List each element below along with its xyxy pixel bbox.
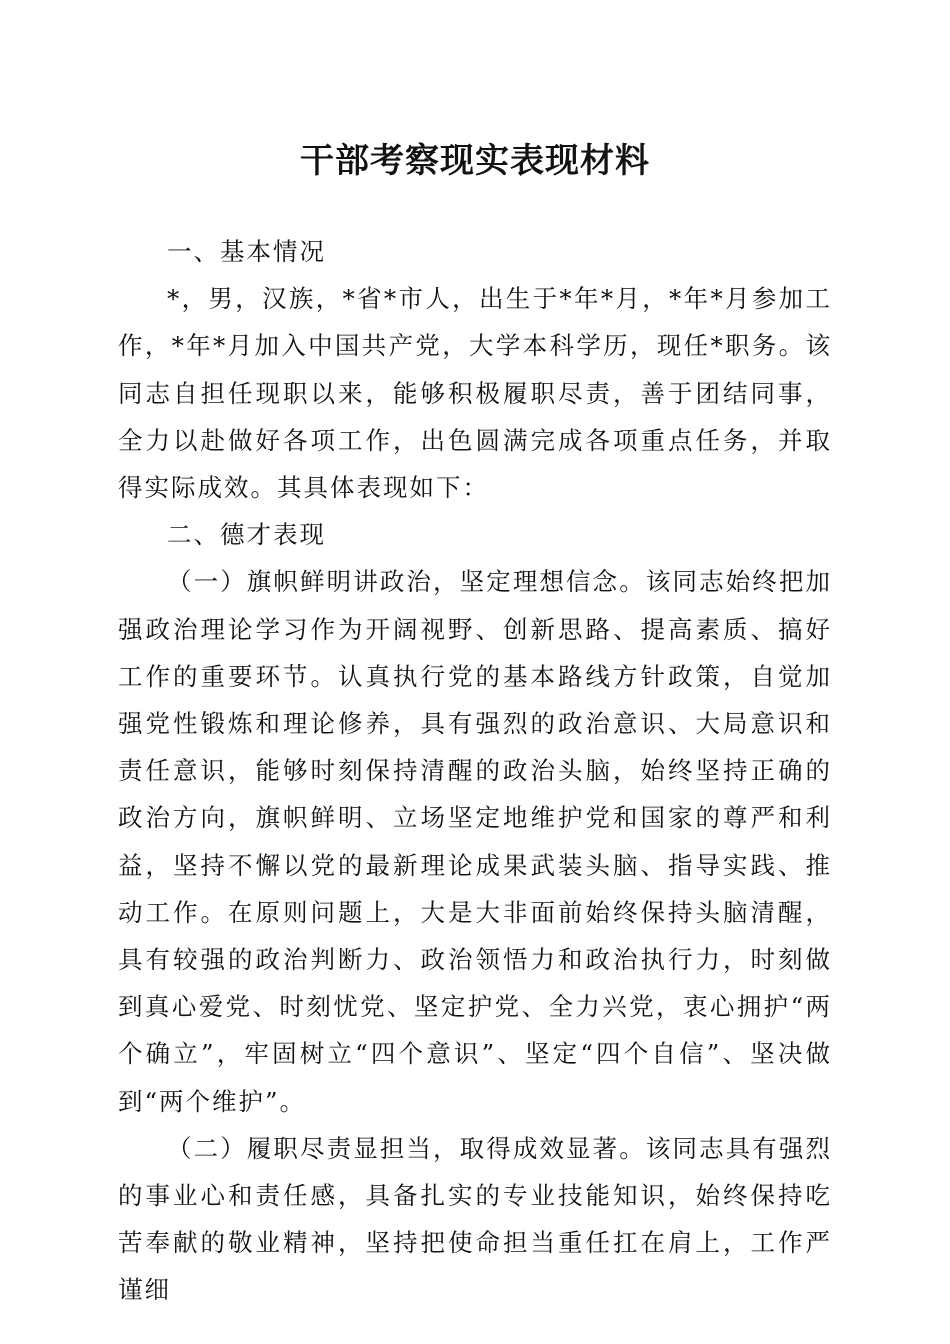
basic-info-paragraph: *，男，汉族，*省*市人，出生于*年*月，*年*月参加工作，*年*月加入中国共产党，大学本科学历，现任*职务。该同志自担任现职以来，能够积极履职尽责，善于团结同事，全力以赴做好各项工作，出色圆满完成各项重点任务，并取得实际成效。其具体表现如下：	[118, 284, 832, 503]
document-title: 干部考察现实表现材料	[300, 141, 650, 181]
document-body	[118, 228, 832, 1314]
performance-paragraph-1: （一）旗帜鲜明讲政治，坚定理想信念。该同志始终把加强政治理论学习作为开阔视野、创新思路、提高素质、搞好工作的重要环节。认真执行党的基本路线方针政策，自觉加强党性锻炼和理论修养，具有强烈的政治意识、大局意识和责任意识，能够时刻保持清醒的政治头脑，始终坚持正确的政治方向，旗帜鲜明、立场坚定地维护党和国家的尊严和利益，坚持不懈以党的最新理论成果武装头脑、指导实践、推动工作。在原则问题上，大是大非面前始终保持头脑清醒，具有较强的政治判断力、政治领悟力和政治执行力，时刻做到真心爱党、时刻忧党、坚定护党、全力兴党，衷心拥护“两个确立”，牢固树立“四个意识”、坚定“四个自信”、坚决做到“两个维护”。	[118, 567, 832, 1116]
section-heading-basic-info: 一、基本情况	[167, 237, 326, 266]
section-heading-performance: 二、德才表现	[167, 520, 326, 550]
performance-paragraph-2: （二）履职尽责显担当，取得成效显著。该同志具有强烈的事业心和责任感，具备扎实的专业技能知识，始终保持吃苦奉献的敬业精神，坚持把使命担当重任扛在肩上，工作严谨细	[118, 1133, 832, 1305]
